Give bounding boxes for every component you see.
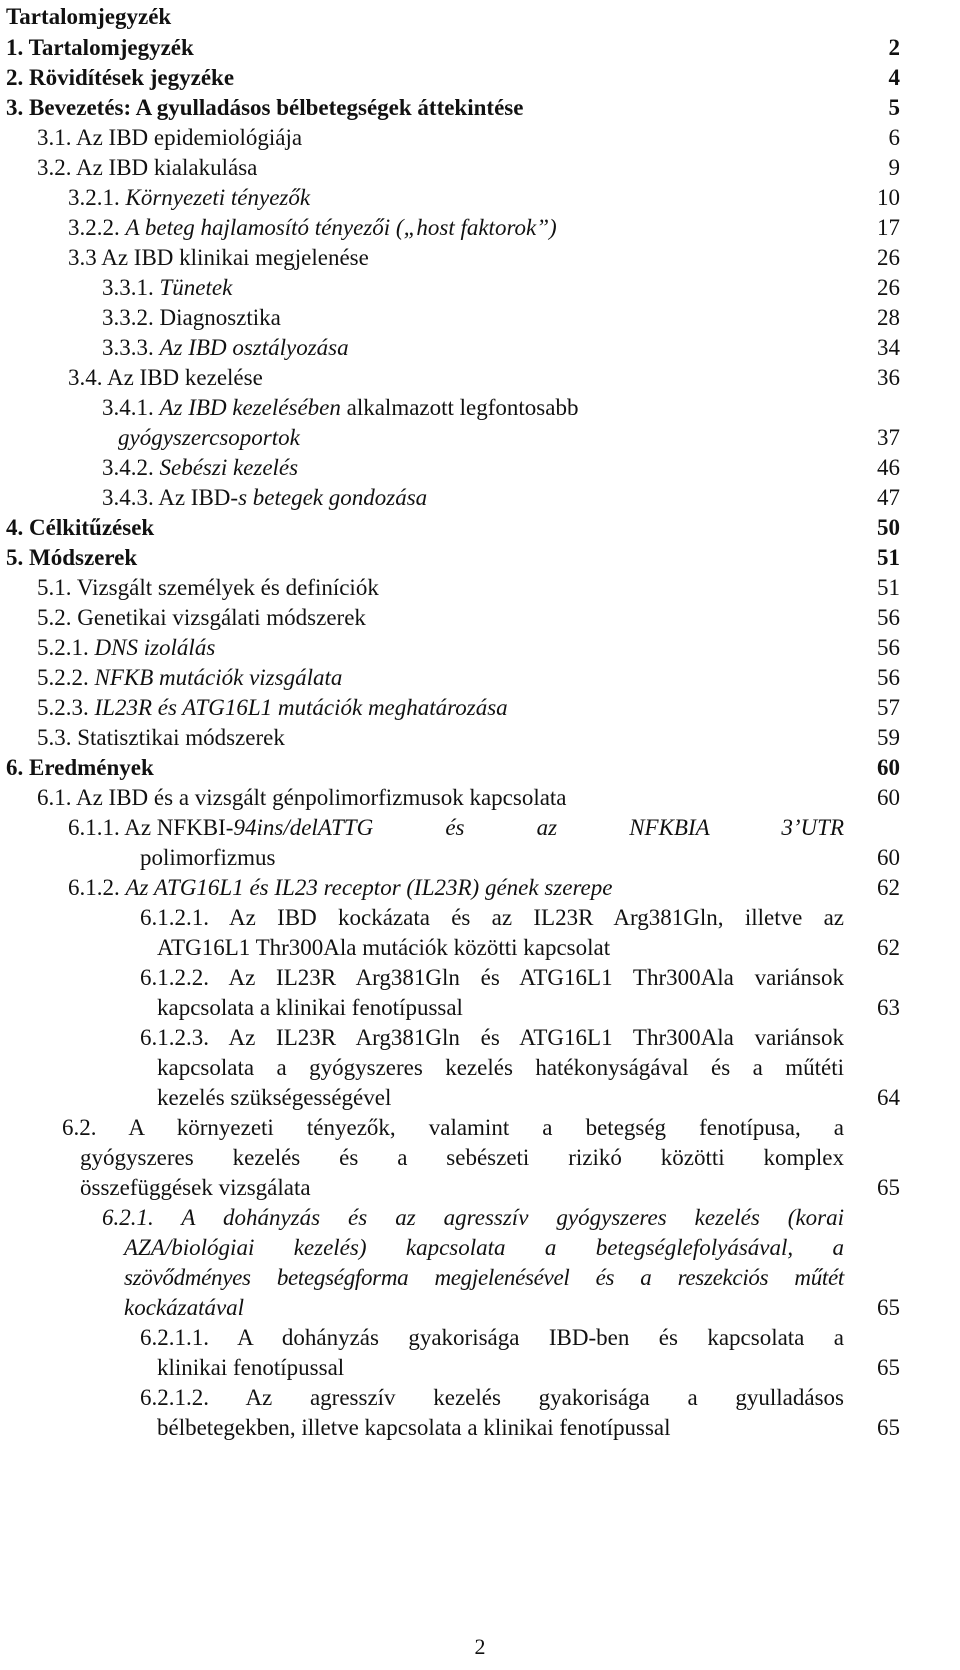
toc-entry-page: 17 [877, 215, 900, 240]
toc-entry[interactable] [0, 483, 960, 513]
toc-entry-number: 3.4.3. [102, 485, 154, 510]
toc-entry-page: 60 [877, 785, 900, 810]
toc-entry[interactable] [0, 333, 960, 363]
toc-entry[interactable] [0, 1323, 844, 1353]
toc-entry[interactable] [0, 303, 960, 333]
toc-entry-page: 62 [877, 935, 900, 960]
toc-entry[interactable] [0, 213, 960, 243]
toc-entry-text: 5.3. Statisztikai módszerek [37, 725, 285, 750]
toc-entry-number: 5.2.1. [37, 635, 89, 660]
toc-entry[interactable] [0, 93, 960, 123]
toc-title: Tartalomjegyzék [6, 4, 172, 29]
toc-entry-number: 3.2.2. [68, 215, 120, 240]
toc-entry-page: 37 [877, 425, 900, 450]
toc-entry-text: IL23R és ATG16L1 mutációk meghatározása [94, 695, 508, 720]
toc-entry-page: 50 [877, 515, 900, 540]
toc-entry-page: 63 [877, 995, 900, 1020]
toc-entry[interactable] [0, 243, 960, 273]
toc-entry-number: 3.2.1. [68, 185, 120, 210]
toc-entry[interactable] [0, 573, 960, 603]
toc-entry[interactable] [0, 963, 844, 993]
toc-entry-text: 3.3 Az IBD klinikai megjelenése [68, 245, 369, 270]
toc-entry-page: 60 [877, 755, 900, 780]
toc-entry-page: 59 [877, 725, 900, 750]
toc-entry-text: 3.4. Az IBD kezelése [68, 365, 263, 390]
toc-entry[interactable] [0, 543, 960, 573]
toc-entry-continuation[interactable] [0, 1293, 960, 1323]
toc-entry-page: 4 [888, 65, 900, 90]
toc-entry-text: alkalmazott legfontosabb [346, 395, 579, 420]
toc-entry-page: 26 [877, 275, 900, 300]
toc-entry-prefix: Az IBD- [158, 485, 239, 510]
toc-entry-text: bélbetegekben, illetve kapcsolata a klinikai fenotípussal [157, 1415, 671, 1440]
toc-entry-continuation[interactable] [0, 1263, 844, 1293]
toc-entry-continuation[interactable] [0, 993, 960, 1023]
toc-entry[interactable] [0, 363, 960, 393]
toc-entry-text: kezelés szükségességével [157, 1085, 392, 1110]
toc-entry-page: 51 [877, 545, 900, 570]
toc-entry-text: polimorfizmus [140, 845, 276, 870]
toc-entry-text: 6. Eredmények [6, 755, 154, 780]
toc-entry[interactable] [0, 753, 960, 783]
toc-entry-text: 1. Tartalomjegyzék [6, 35, 194, 60]
toc-entry-continuation[interactable] [0, 843, 960, 873]
toc-entry-text: AZA/biológiai kezelés) kapcsolata a betegséglefolyásával, a [124, 1235, 844, 1260]
toc-entry-page: 46 [877, 455, 900, 480]
toc-entry-number: 5.2.3. [37, 695, 89, 720]
toc-entry-number: 3.3.3. [102, 335, 154, 360]
toc-entry-text: szövődményes betegségforma megjelenésével és a reszekciós műtét [124, 1265, 844, 1290]
toc-entry-page: 65 [877, 1295, 900, 1320]
toc-entry-page: 9 [888, 155, 900, 180]
toc-entry-page: 10 [877, 185, 900, 210]
toc-entry-text: 5. Módszerek [6, 545, 138, 570]
toc-entry-text: Az ATG16L1 és IL23 receptor (IL23R) gének szerepe [125, 875, 613, 900]
toc-entry-text: A beteg hajlamosító tényezői („host faktorok”) [125, 215, 557, 240]
toc-entry-continuation[interactable] [0, 1413, 960, 1443]
toc-entry-text: NFKB mutációk vizsgálata [94, 665, 343, 690]
toc-entry-text: 5.1. Vizsgált személyek és definíciók [37, 575, 379, 600]
toc-entry-page: 56 [877, 635, 900, 660]
toc-entry[interactable] [0, 813, 844, 843]
toc-entry[interactable] [0, 453, 960, 483]
toc-entry[interactable] [0, 903, 844, 933]
toc-entry-text: 6.2.1.2. Az agresszív kezelés gyakorisága a gyulladásos [140, 1385, 844, 1410]
toc-entry-continuation[interactable] [0, 1083, 960, 1113]
toc-entry-text: 6.1.2.2. Az IL23R Arg381Gln és ATG16L1 Thr300Ala variánsok [140, 965, 844, 990]
toc-entry-page: 36 [877, 365, 900, 390]
toc-entry-page: 60 [877, 845, 900, 870]
toc-entry-page: 56 [877, 665, 900, 690]
toc-entry-text: összefüggések vizsgálata [80, 1175, 311, 1200]
toc-entry-text: Környezeti tényezők [125, 185, 311, 210]
toc-entry-text: 6.1.1. Az NFKBI- [68, 815, 234, 840]
toc-entry-number: 6.1.2. [68, 875, 120, 900]
toc-entry[interactable] [0, 183, 960, 213]
toc-entry[interactable] [0, 1023, 844, 1053]
toc-entry-text-italic: Az IBD kezelésében [159, 395, 341, 420]
toc-entry-text: s betegek gondozása [238, 485, 428, 510]
toc-entry-page: 51 [877, 575, 900, 600]
toc-entry[interactable] [0, 1113, 844, 1143]
toc-entry-number: 3.4.2. [102, 455, 154, 480]
toc-entry[interactable] [0, 663, 960, 693]
toc-entry-continuation[interactable] [0, 1233, 844, 1263]
toc-entry-page: 65 [877, 1415, 900, 1440]
toc-entry[interactable] [0, 603, 960, 633]
toc-entry[interactable] [0, 393, 960, 423]
toc-entry[interactable] [0, 1203, 844, 1233]
toc-entry-text: klinikai fenotípussal [157, 1355, 345, 1380]
toc-entry-text: gyógyszercsoportok [118, 425, 300, 450]
toc-entry-text: Sebészi kezelés [159, 455, 299, 480]
toc-entry-text: ATG16L1 Thr300Ala mutációk közötti kapcsolat [157, 935, 611, 960]
toc-entry-page: 65 [877, 1175, 900, 1200]
toc-entry-continuation[interactable] [0, 933, 960, 963]
toc-entry-text: 3.3.2. Diagnosztika [102, 305, 281, 330]
toc-entry-page: 5 [888, 95, 900, 120]
toc-entry-text: kockázatával [124, 1295, 245, 1320]
toc-entry-page: 28 [877, 305, 900, 330]
toc-entry[interactable] [0, 273, 960, 303]
toc-entry-page: 2 [888, 35, 900, 60]
toc-entry-text: 4. Célkitűzések [6, 515, 155, 540]
toc-entry-continuation[interactable] [0, 1353, 960, 1383]
toc-entry-continuation[interactable] [0, 1173, 960, 1203]
toc-entry-text: kapcsolata a gyógyszeres kezelés hatékonyságával és a műtéti [157, 1055, 844, 1080]
toc-entry-page: 57 [877, 695, 900, 720]
toc-entry-text: 3.2. Az IBD kialakulása [37, 155, 258, 180]
toc-entry-number: 3.3.1. [102, 275, 154, 300]
toc-entry[interactable] [0, 783, 960, 813]
toc-entry[interactable] [0, 873, 960, 903]
toc-entry-text: DNS izolálás [94, 635, 216, 660]
toc-entry-page: 26 [877, 245, 900, 270]
toc-entry-text: 6.2. A környezeti tényezők, valamint a betegség fenotípusa, a [62, 1115, 844, 1140]
toc-entry-text: Tünetek [159, 275, 233, 300]
toc-entry[interactable] [0, 513, 960, 543]
toc-entry-text-italic: 94ins/delATTG és az NFKBIA 3’UTR [233, 815, 844, 840]
toc-entry-text: 5.2. Genetikai vizsgálati módszerek [37, 605, 366, 630]
toc-entry-text: 6.1.2.1. Az IBD kockázata és az IL23R Arg381Gln, illetve az [140, 905, 844, 930]
toc-entry[interactable] [0, 153, 960, 183]
toc-entry-page: 34 [877, 335, 900, 360]
toc-entry-page: 62 [877, 875, 900, 900]
toc-entry[interactable] [0, 1383, 844, 1413]
table-of-contents [0, 33, 960, 1443]
toc-entry-page: 65 [877, 1355, 900, 1380]
toc-entry-number: 3.4.1. [102, 395, 154, 420]
toc-entry-page: 64 [877, 1085, 900, 1110]
toc-entry-text: gyógyszeres kezelés és a sebészeti rizikó közötti komplex [80, 1145, 844, 1170]
toc-entry[interactable] [0, 123, 960, 153]
toc-entry[interactable] [0, 63, 960, 93]
toc-entry-text: 6.2.1.1. A dohányzás gyakorisága IBD-ben és kapcsolata a [140, 1325, 844, 1350]
toc-entry-text: 6.1. Az IBD és a vizsgált génpolimorfizmusok kapcsolata [37, 785, 567, 810]
toc-entry-continuation[interactable] [0, 423, 960, 453]
toc-entry-text: 6.1.2.3. Az IL23R Arg381Gln és ATG16L1 Thr300Ala variánsok [140, 1025, 844, 1050]
toc-entry[interactable] [0, 633, 960, 663]
toc-entry[interactable] [0, 693, 960, 723]
toc-entry-text: 6.2.1. A dohányzás és az agresszív gyógyszeres kezelés (korai [102, 1205, 844, 1230]
toc-entry-text: 3.1. Az IBD epidemiológiája [37, 125, 303, 150]
toc-entry-continuation[interactable] [0, 1143, 844, 1173]
toc-entry[interactable] [0, 723, 960, 753]
toc-entry-text: Az IBD osztályozása [159, 335, 349, 360]
toc-entry-text: 2. Rövidítések jegyzéke [6, 65, 235, 90]
toc-entry-page: 6 [888, 125, 900, 150]
toc-entry-number: 5.2.2. [37, 665, 89, 690]
toc-entry-page: 47 [877, 485, 900, 510]
toc-entry-continuation[interactable] [0, 1053, 844, 1083]
toc-entry-text: 3. Bevezetés: A gyulladásos bélbetegségek áttekintése [6, 95, 524, 120]
toc-entry-text: kapcsolata a klinikai fenotípussal [157, 995, 463, 1020]
toc-entry[interactable] [0, 33, 960, 63]
toc-entry-page: 56 [877, 605, 900, 630]
page-number: 2 [474, 1634, 486, 1659]
